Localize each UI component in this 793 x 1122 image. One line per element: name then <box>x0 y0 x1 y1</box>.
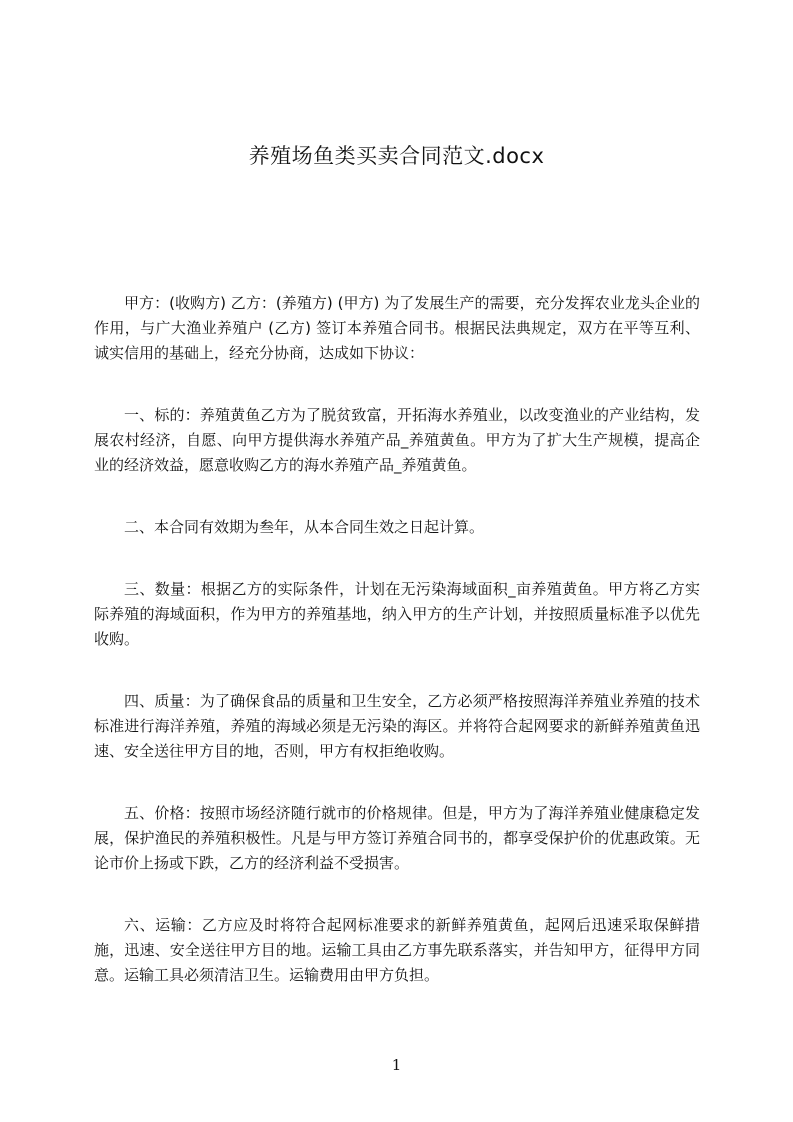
document-body <box>94 291 700 1025</box>
paragraph-quality: 四、质量：为了确保食品的质量和卫生安全，乙方必须严格按照海洋养殖业养殖的技术标准进行海洋养殖，养殖的海域必须是无污染的海区。并将符合起网要求的新鲜养殖黄鱼迅速、安全送往甲方目的地，否则，甲方有权拒绝收购。 <box>94 692 700 760</box>
document-title: 养殖场鱼类买卖合同范文.docx <box>248 144 545 168</box>
page-number: 1 <box>391 1056 402 1074</box>
paragraph-preamble: 甲方：(收购方) 乙方：(养殖方) (甲方) 为了发展生产的需要，充分发挥农业龙头企业的作用，与广大渔业养殖户 (乙方) 签订本养殖合同书。根据民法典规定，双方在平等互利、诚实信用的基础上，经充分协商，达成如下协议： <box>94 294 700 362</box>
paragraph-validity: 二、本合同有效期为叁年，从本合同生效之日起计算。 <box>124 518 485 536</box>
paragraph-subject-matter: 一、标的：养殖黄鱼乙方为了脱贫致富，开拓海水养殖业，以改变渔业的产业结构，发展农村经济，自愿、向甲方提供海水养殖产品_养殖黄鱼。甲方为了扩大生产规模，提高企业的经济效益，愿意收购乙方的海水养殖产品_养殖黄鱼。 <box>94 406 700 474</box>
paragraph-transport: 六、运输：乙方应及时将符合起网标准要求的新鲜养殖黄鱼，起网后迅速采取保鲜措施，迅速、安全送往甲方目的地。运输工具由乙方事先联系落实，并告知甲方，征得甲方同意。运输工具必须清洁卫生。运输费用由甲方负担。 <box>94 916 700 984</box>
paragraph-quantity: 三、数量：根据乙方的实际条件，计划在无污染海域面积_亩养殖黄鱼。甲方将乙方实际养殖的海域面积，作为甲方的养殖基地，纳入甲方的生产计划，并按照质量标准予以优先收购。 <box>94 580 700 648</box>
paragraph-price: 五、价格：按照市场经济随行就市的价格规律。但是，甲方为了海洋养殖业健康稳定发展，保护渔民的养殖积极性。凡是与甲方签订养殖合同书的，都享受保护价的优惠政策。无论市价上扬或下跌，乙方的经济利益不受损害。 <box>94 804 700 872</box>
